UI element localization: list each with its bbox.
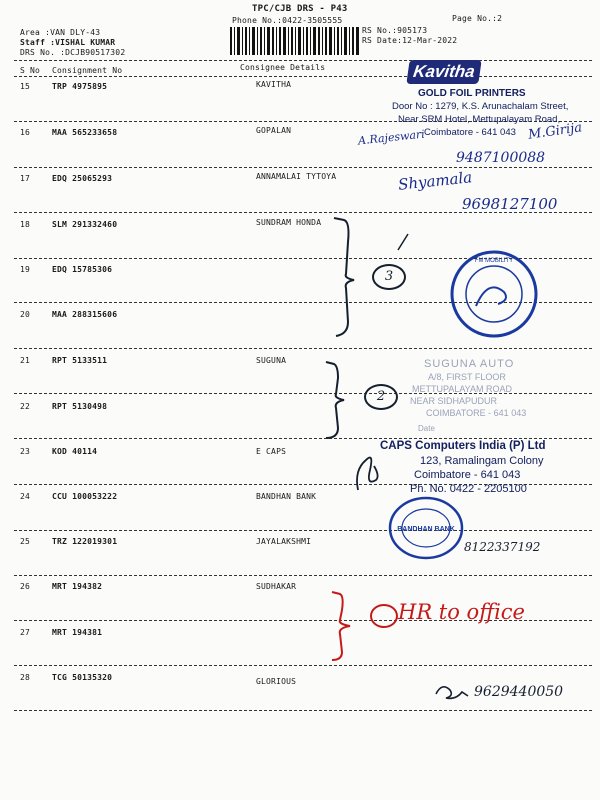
row-consignment: EDQ 25065293: [52, 174, 113, 183]
row-consignment: MRT 194381: [52, 628, 103, 637]
bracket-rows-18-20: [330, 212, 360, 342]
kavitha-logo: Kavitha: [406, 60, 481, 84]
row-consignment: RPT 5130498: [52, 402, 108, 411]
row-consignment: TRZ 122019301: [52, 537, 118, 546]
row-divider: [14, 575, 592, 576]
caps-stamp-address: Coimbatore - 641 043: [414, 469, 521, 481]
kavitha-address-2: Near SRM Hotel, Mettupalayam Road,: [398, 114, 561, 125]
row-consignee: SUGUNA: [256, 356, 287, 365]
row-consignee: KAVITHA: [256, 80, 292, 89]
handwritten-signature: A.Rajeswari: [357, 127, 426, 148]
row-sno: 26: [20, 582, 31, 591]
row-sno: 27: [20, 628, 31, 637]
row-consignment: CCU 100053222: [52, 492, 118, 501]
row-sno: 18: [20, 220, 31, 229]
row-divider: [14, 438, 592, 439]
handwritten-phone: 9487100088: [456, 150, 546, 166]
barcode: [230, 27, 360, 55]
row-consignment: MAA 565233658: [52, 128, 118, 137]
row-sno: 25: [20, 537, 31, 546]
col-consignee: Consignee Details: [240, 63, 326, 72]
handwritten-phone: 9629440050: [474, 684, 564, 700]
row-consignment: EDQ 15785306: [52, 265, 113, 274]
row-sno: 28: [20, 673, 31, 682]
page-number: Page No.:2: [452, 14, 503, 23]
caps-signature-scribble: [352, 440, 382, 500]
handwritten-signature: M.Girija: [527, 120, 583, 143]
circle-count: 2: [364, 384, 398, 410]
handwritten-note: HR to office: [398, 600, 525, 624]
handwritten-phone: 9698127100: [462, 195, 558, 213]
suguna-stamp-line: METTUPALAYAM ROAD: [412, 384, 513, 394]
row-consignment: TCG 50135320: [52, 673, 113, 682]
header-divider-bottom: [14, 76, 592, 77]
handwritten-phone: 8122337192: [464, 540, 541, 554]
row-sno: 20: [20, 310, 31, 319]
staff-label: Staff :VISHAL KUMAR: [20, 38, 116, 47]
seal-text: FM MOBILITY: [474, 258, 514, 264]
row-sno: 17: [20, 174, 31, 183]
caps-stamp-phone: Ph. No. 0422 - 2205100: [410, 483, 527, 495]
row-consignee: JAYALAKSHMI: [256, 537, 312, 546]
row-consignee: BANDHAN BANK: [256, 492, 317, 501]
drs-number: DRS No. :DCJB90517302: [20, 48, 126, 57]
bottom-signature: [432, 680, 472, 704]
kavitha-address-3: Coimbatore - 641 043: [424, 127, 516, 138]
row-divider: [14, 530, 592, 531]
row-consignment: KOD 40114: [52, 447, 98, 456]
caps-stamp-name: CAPS Computers India (P) Ltd: [380, 440, 546, 452]
row-sno: 22: [20, 402, 31, 411]
row-sno: 24: [20, 492, 31, 501]
row-consignee: GOPALAN: [256, 126, 292, 135]
row-consignee: E CAPS: [256, 447, 287, 456]
kavitha-name: GOLD FOIL PRINTERS: [418, 88, 526, 99]
col-consignment: Consignment No: [52, 66, 123, 75]
row-consignment: MAA 288315606: [52, 310, 118, 319]
bandhan-seal-text: BANDHAN BANK: [397, 526, 455, 533]
fm-mobility-seal: [448, 248, 540, 340]
suguna-stamp-line: SUGUNA AUTO: [424, 358, 515, 370]
suguna-stamp-date: Date: [418, 424, 435, 433]
header-phone: Phone No.:0422-3505555: [232, 16, 343, 25]
row-divider: [14, 710, 592, 711]
row-consignee: SUDHAKAR: [256, 582, 297, 591]
row-consignee: ANNAMALAI TYTOYA: [256, 172, 337, 181]
row-consignee: GLORIOUS: [256, 677, 297, 686]
suguna-stamp-line: NEAR SIDHAPUDUR: [410, 396, 498, 406]
handwritten-signature: Shyamala: [397, 168, 474, 194]
bracket-rows-21-22: [322, 358, 352, 442]
col-sno: S No: [20, 66, 41, 75]
tick-mark: [396, 230, 426, 254]
kavitha-address-1: Door No : 1279, K.S. Arunachalam Street,: [392, 101, 569, 112]
row-sno: 19: [20, 265, 31, 274]
area-label: Area :VAN DLY-43: [20, 28, 101, 37]
row-divider: [14, 167, 592, 168]
row-consignment: RPT 5133511: [52, 356, 108, 365]
rs-date: RS Date:12-Mar-2022: [362, 36, 458, 45]
row-sno: 16: [20, 128, 31, 137]
rs-number: RS No.:905173: [362, 26, 428, 35]
row-consignment: SLM 291332460: [52, 220, 118, 229]
circle-count: 3: [372, 264, 406, 290]
row-sno: 23: [20, 447, 31, 456]
suguna-stamp-line: A/8, FIRST FLOOR: [428, 372, 506, 382]
bandhan-bank-seal: [386, 494, 466, 562]
row-consignee: SUNDRAM HONDA: [256, 218, 322, 227]
drs-title: TPC/CJB DRS - P43: [252, 4, 348, 14]
row-consignment: MRT 194382: [52, 582, 103, 591]
row-sno: 21: [20, 356, 31, 365]
row-divider: [14, 665, 592, 666]
red-circle-mark: [370, 604, 398, 628]
suguna-stamp-line: COIMBATORE - 641 043: [426, 408, 527, 418]
header-divider-top: [14, 60, 592, 61]
red-bracket: [326, 586, 360, 666]
caps-stamp-address: 123, Ramalingam Colony: [420, 455, 544, 467]
row-sno: 15: [20, 82, 31, 91]
row-consignment: TRP 4975895: [52, 82, 108, 91]
